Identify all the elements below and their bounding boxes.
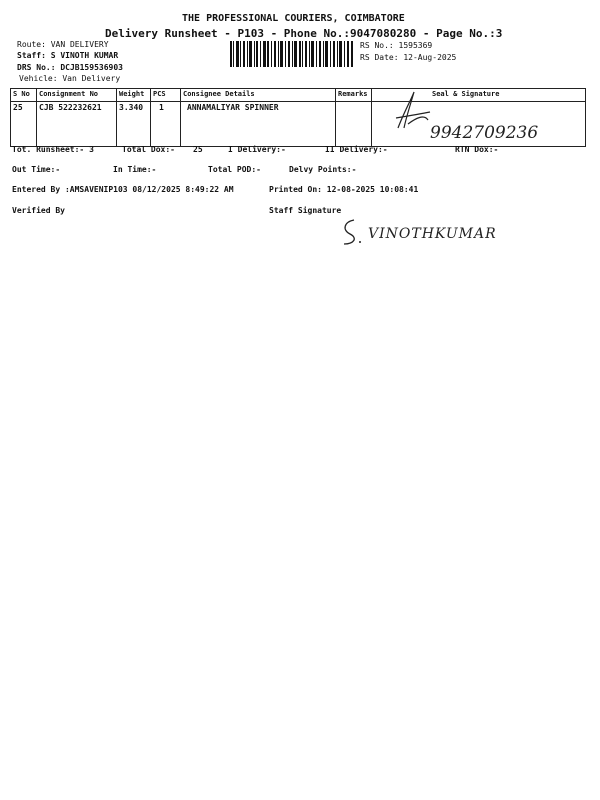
cell-remarks (336, 102, 372, 147)
runsheet-subtitle: Delivery Runsheet - P103 - Phone No.:9047080280 - Page No.:3 (105, 27, 503, 40)
col-sno: S No (11, 89, 37, 102)
ii-delivery: II Delivery:- (325, 145, 388, 154)
verified-by: Verified By (12, 206, 65, 215)
col-seal-signature: Seal & Signature (372, 89, 586, 102)
printed-on: Printed On: 12-08-2025 10:08:41 (269, 185, 419, 194)
route-label: Route: VAN DELIVERY (17, 40, 109, 49)
col-pcs: PCS (151, 89, 181, 102)
rs-number: RS No.: 1595369 (360, 41, 433, 50)
barcode (230, 41, 354, 67)
rtn-dox: RTN Dox:- (455, 145, 499, 154)
total-dox-value: 25 (193, 145, 203, 154)
staff-handwritten-signature (338, 212, 498, 252)
delvy-points: Delvy Points:- (289, 165, 357, 174)
total-pod: Total POD:- (208, 165, 261, 174)
cell-pcs: 1 (151, 102, 181, 147)
in-time: In Time:- (113, 165, 157, 174)
col-remarks: Remarks (336, 89, 372, 102)
cell-consignee: ANNAMALIYAR SPINNER (181, 102, 336, 147)
staff-label: Staff: S VINOTH KUMAR (17, 51, 119, 60)
svg-text:9942709236: 9942709236 (430, 123, 539, 143)
total-dox-label: Total Dox:- (122, 145, 175, 154)
cell-weight: 3.340 (117, 102, 151, 147)
col-consignment: Consignment No (37, 89, 117, 102)
rs-date: RS Date: 12-Aug-2025 (360, 53, 457, 62)
receiver-signature (390, 88, 540, 146)
barcode-bars (230, 41, 353, 67)
col-weight: Weight (117, 89, 151, 102)
cell-consignment: CJB 522232621 (37, 102, 117, 147)
drs-number: DRS No.: DCJB159536903 (17, 63, 123, 72)
company-title: THE PROFESSIONAL COURIERS, COIMBATORE (182, 13, 405, 24)
out-time: Out Time:- (12, 165, 61, 174)
i-delivery: I Delivery:- (228, 145, 286, 154)
staff-signature-label: Staff Signature (269, 206, 342, 215)
col-consignee: Consignee Details (181, 89, 336, 102)
cell-sno: 25 (11, 102, 37, 147)
entered-by: Entered By :AMSAVENIP103 08/12/2025 8:49:22 AM (12, 185, 234, 194)
svg-text:VINOTHKUMAR: VINOTHKUMAR (368, 226, 497, 242)
tot-runsheet: Tot. Runsheet:- 3 (12, 145, 94, 154)
vehicle-label: Vehicle: Van Delivery (19, 74, 121, 83)
